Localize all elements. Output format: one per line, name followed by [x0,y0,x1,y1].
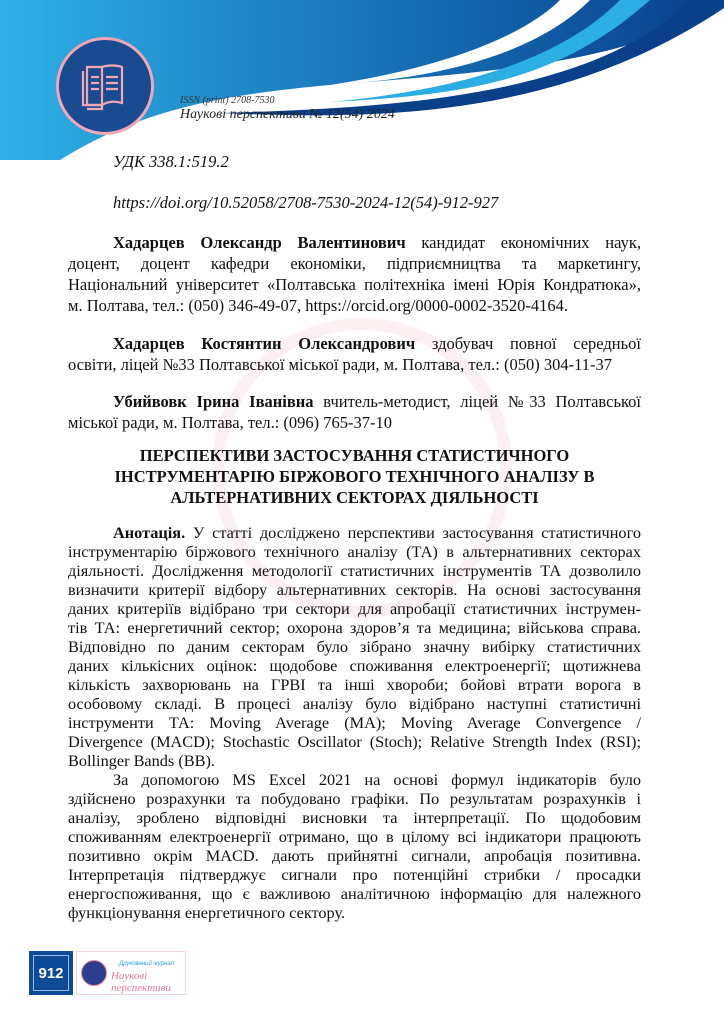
book-icon [81,960,107,986]
author-name: Хадарцев Олександр Валентинович [113,233,406,252]
author-2: Хадарцев Костянтин Олександрович здобувач повної середньої освіти, ліцей №33 Полтавської міської ради, м. Полтава, тел.: (050) 304-11-37 [68,334,641,374]
page-number-badge [29,951,73,995]
author-3: Убийвовк Ірина Іванівна вчитель-методист, ліцей №33 Полтавської міської ради, м. Полтава, тел.: (096) 765-37-10 [68,392,641,432]
author-name: Убийвовк Ірина Іванівна [113,392,314,411]
page-number: 912 [38,964,64,982]
author-name: Хадарцев Костянтин Олександрович [113,334,416,353]
abstract-paragraph-2: За допомогою MS Excel 2021 на основі формул індикаторів було здійснено розрахунки та побудовано графіки. По результатам розрахунків і аналізу, зроблено відповідні висновки та інтерпретації. По щодобовим споживанням електроенергії отримано, що в цілому всі індикатори працюють позитивно окрім MACD. дають прийнятні сигнали, апробація позитивна. Інтерпретація підтверджує сигнали про потенційні стрибки / просадки енергоспоживання, що є важливою аналітичною інформацію для належного функціонування енергетичного сектору. [68,770,641,922]
abstract-paragraph-1: Анотація. У статті досліджено перспективи застосування статистичного інструментарію біржового технічного аналізу (ТА) в альтернативних секторах діяльності. Дослідження методології статистичних інструментів ТА дозволило визначити критерії відбору альтернативних секторів. На основі застосування даних критеріїв відібрано три сектори для апробації статистичних інструмен- тів ТА: енергетичний сектор; охорона здоров’я та медицина; військова справа. Відповідно по даним секторам було зібрано значну вибірку статистичних даних кількісних оцінок: щодобове споживання електроенергії; щотижнева кількість захворювань на ГРВІ та інші хвороби; бойові втрати ворога в особовому складі. В процесі аналізу було відібрано наступні статистичні інструменти ТА: Moving Average (MA); Moving Average Convergence / Divergence (MACD); Stochastic Oscillator (Stoch); Relative Strength Index (RSI); Bollinger Bands (BB). [68,523,641,770]
doi-link[interactable]: https://doi.org/10.52058/2708-7530-2024-12(54)-912-927 [113,193,499,212]
issn: ISSN (print) 2708-7530 [180,95,275,106]
footer-journal-logo: Друкований журнал Наукові перспективи [76,951,186,995]
author-1: Хадарцев Олександр Валентинович кандидат економічних наук, доцент, доцент кафедри економіки, підприємництва та маркетингу, Національний університет «Полтавська політехніка імені Юрія Кондратюка», м. Полтава, тел.: (050) 346-49-07, https://orcid.org/0000-0002-3520-4164. [68,233,641,315]
journal-logo [56,37,154,135]
journal-issue: Наукові перспективи № 12(54) 2024 [180,107,395,122]
udc-code: УДК 338.1:519.2 [113,152,229,171]
book-icon [56,37,154,135]
article-title: ПЕРСПЕКТИВИ ЗАСТОСУВАННЯ СТАТИСТИЧНОГО ІНСТРУМЕНТАРІЮ БІРЖОВОГО ТЕХНІЧНОГО АНАЛІЗУ В АЛЬТЕРНАТИВНИХ СЕКТОРАХ ДІЯЛЬНОСТІ [114,446,595,507]
abstract-label: Анотація. [113,523,186,542]
